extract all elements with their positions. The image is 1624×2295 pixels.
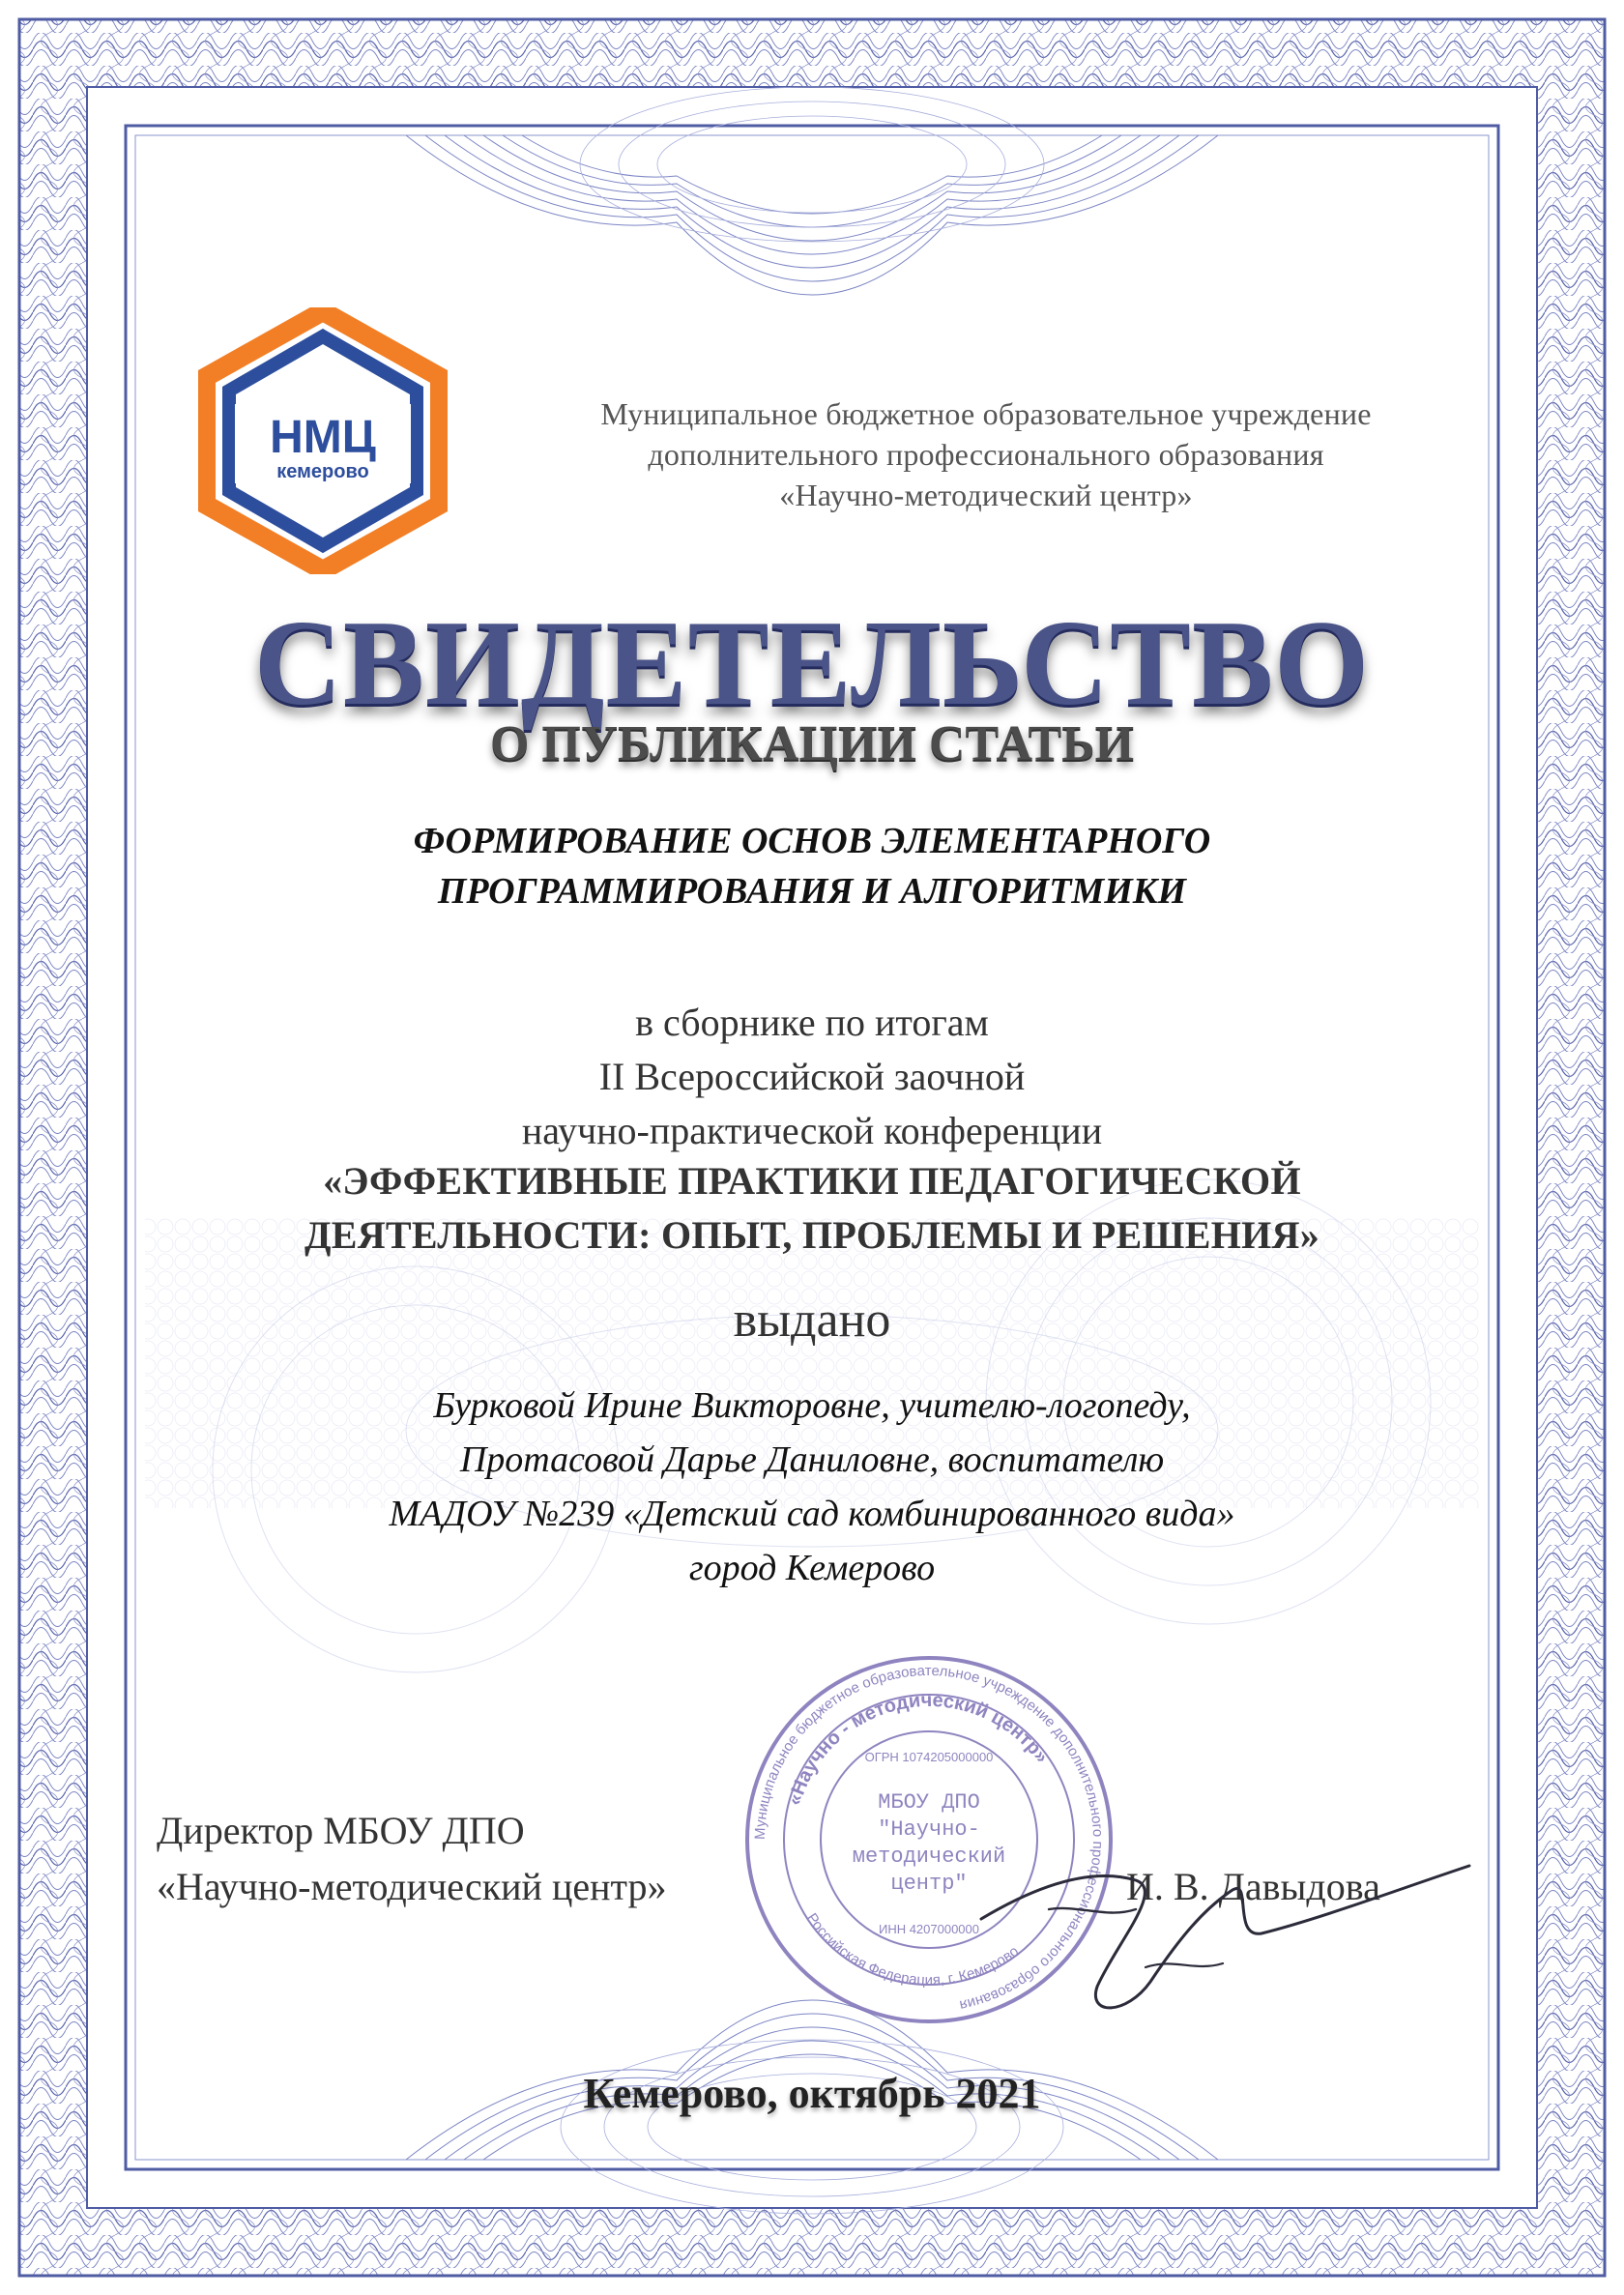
recipient-line-1: Бурковой Ирине Викторовне, учителю-логопеду, [433, 1385, 1191, 1426]
stamp-ogrn: ОГРН 1074205000000 [864, 1750, 994, 1764]
stamp-inn: ИНН 4207000000 [878, 1922, 980, 1936]
footer-place-date: Кемерово, октябрь 2021 [583, 2070, 1041, 2117]
stamp-center-line-3: методический [852, 1845, 1006, 1869]
article-title-line-1: ФОРМИРОВАНИЕ ОСНОВ ЭЛЕМЕНТАРНОГО [413, 821, 1211, 861]
issued-label: выдано [733, 1293, 891, 1348]
conference-title-line-1: «ЭФФЕКТИВНЫЕ ПРАКТИКИ ПЕДАГОГИЧЕСКОЙ [323, 1159, 1301, 1203]
logo-city: кемерово [276, 461, 369, 482]
stamp-outer-text: Муниципальное бюджетное образовательное учреждение дополнительного профессионального образования [751, 1662, 1107, 2014]
recipient-line-4: город Кемерово [688, 1548, 936, 1588]
certificate-subtitle: О ПУБЛИКАЦИИ СТАТЬИ [489, 716, 1135, 771]
director-position-line-2: «Научно-методический центр» [157, 1865, 667, 1908]
stamp-center-line-2: "Научно- [878, 1817, 980, 1842]
stamp-middle-text: «Научно - методический центр» [783, 1689, 1053, 1809]
organization-line-3: «Научно-методический центр» [779, 478, 1193, 512]
director-name: И. В. Давыдова [1126, 1865, 1380, 1908]
stamp-center-line-1: МБОУ ДПО [878, 1790, 980, 1815]
conference-title-line-2: ДЕЯТЕЛЬНОСТИ: ОПЫТ, ПРОБЛЕМЫ И РЕШЕНИЯ» [304, 1213, 1320, 1257]
collection-intro-line-3: научно-практической конференции [521, 1109, 1103, 1152]
collection-intro-line-2: II Всероссийской заочной [598, 1055, 1026, 1098]
handwritten-signature [942, 1774, 1484, 2054]
nmc-logo [198, 307, 448, 574]
recipient-line-2: Протасовой Дарье Даниловне, воспитателю [459, 1439, 1165, 1480]
collection-intro-line-1: в сборнике по итогам [635, 1001, 989, 1044]
article-title-line-2: ПРОГРАММИРОВАНИЯ И АЛГОРИТМИКИ [437, 871, 1187, 912]
organization-line-2: дополнительного профессионального образования [648, 437, 1324, 472]
recipient-line-3: МАДОУ №239 «Детский сад комбинированного вида» [389, 1494, 1235, 1534]
logo-abbreviation: НМЦ [270, 412, 376, 463]
director-position-line-1: Директор МБОУ ДПО [157, 1809, 525, 1852]
stamp-bottom-text: Российская Федерация, г. Кемерово [802, 1910, 1023, 1990]
organization-line-1: Муниципальное бюджетное образовательное учреждение [600, 396, 1372, 431]
certificate-title: СВИДЕТЕЛЬСТВО [253, 596, 1371, 731]
stamp-center-line-4: центр" [890, 1872, 968, 1896]
